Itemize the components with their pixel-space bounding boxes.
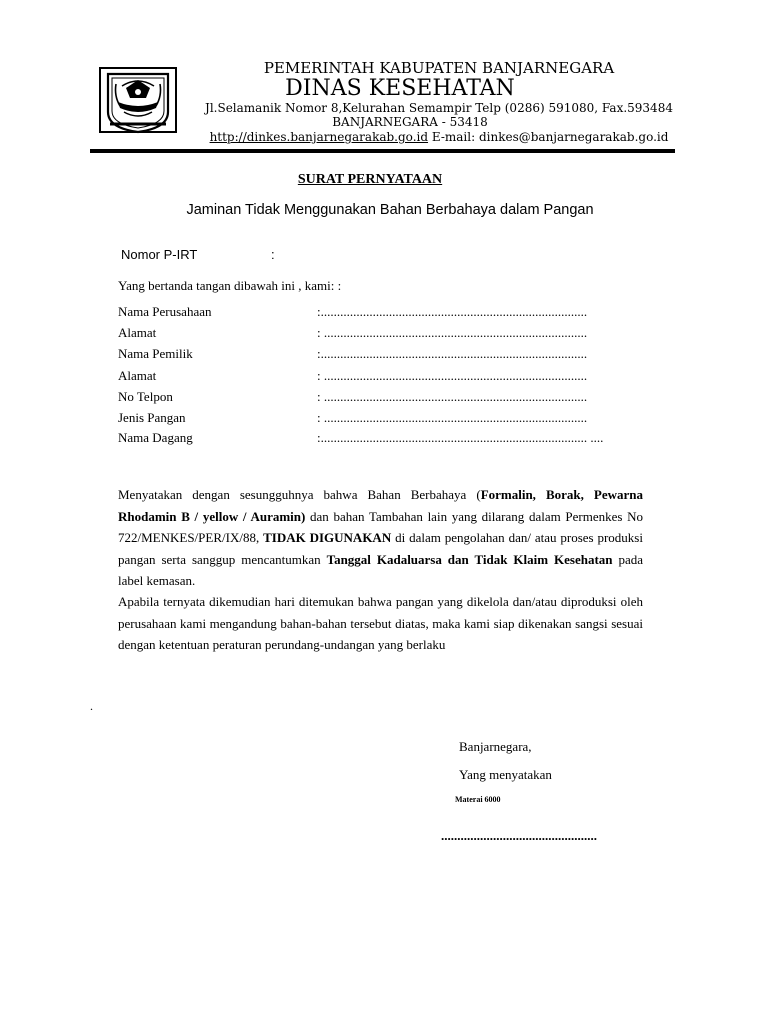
statement-text: pada label kemasan. bbox=[118, 551, 644, 588]
field-value-blank: : ................................................................................. bbox=[317, 389, 588, 404]
document-subtitle: Jaminan Tidak Menggunakan Bahan Berbahaya dalam Pangan bbox=[186, 202, 594, 218]
field-no-telpon bbox=[118, 389, 678, 409]
field-value-blank: :.................................................................................. bbox=[317, 304, 588, 319]
website-link[interactable]: http://dinkes.banjarnegarakab.go.id bbox=[209, 130, 429, 144]
field-label: Nama Dagang bbox=[118, 430, 193, 445]
agency-city: BANJARNEGARA - 53418 bbox=[332, 115, 488, 129]
agency-contact bbox=[200, 130, 678, 144]
field-nama-perusahaan bbox=[118, 304, 678, 324]
statement-text: di dalam pengolahan dan/ atau proses produksi pangan serta sanggup mencantumkan bbox=[118, 530, 643, 567]
stray-mark: . bbox=[90, 699, 93, 713]
stamp-duty-note: Materai 6000 bbox=[455, 795, 501, 804]
statement-bold: Formalin, Borak, Pewarna Rhodamin B / yellow / Auramin) bbox=[118, 487, 644, 524]
field-value-blank: :.................................................................................. .... bbox=[317, 430, 604, 445]
field-value-blank: : ................................................................................. bbox=[317, 410, 588, 425]
statement-bold: TIDAK DIGUNAKAN bbox=[263, 530, 392, 545]
agency-address: Jl.Selamanik Nomor 8,Kelurahan Semampir Telp (0286) 591080, Fax.593484 bbox=[205, 101, 673, 115]
statement-text: Menyatakan dengan sesungguhnya bahwa Bahan Berbahaya ( bbox=[118, 487, 481, 502]
nomor-pirt-colon: : bbox=[271, 247, 275, 262]
field-alamat-1 bbox=[118, 325, 678, 345]
field-label: Nama Perusahaan bbox=[118, 304, 212, 319]
field-label: Alamat bbox=[118, 368, 157, 383]
signature-role: Yang menyatakan bbox=[459, 767, 552, 782]
statement-bold: Tanggal Kadaluarsa dan Tidak Klaim Kesehatan bbox=[326, 551, 613, 567]
field-value-blank: : ................................................................................. bbox=[317, 368, 588, 383]
statement-paragraph-1 bbox=[118, 484, 643, 592]
field-value-blank: :.................................................................................. bbox=[317, 346, 588, 361]
statement-text: dan bahan Tambahan lain yang dilarang dalam Permenkes No 722/MENKES/PER/IX/88, bbox=[118, 508, 643, 545]
signature-place: Banjarnegara, bbox=[459, 739, 532, 754]
nomor-pirt-label: Nomor P-IRT bbox=[121, 247, 198, 262]
signature-line: ................................................ bbox=[441, 828, 597, 843]
agency-name: DINAS KESEHATAN bbox=[285, 76, 515, 101]
statement-paragraph-2: Apabila ternyata dikemudian hari ditemukan bahwa pangan yang dikelola dan/atau diproduksi oleh perusahaan kami mengandung bahan-bahan tersebut diatas, maka kami siap dikenakan sangsi sesuai dengan ketentuan peraturan perundang-undangan yang berlaku bbox=[118, 594, 643, 652]
field-label: Jenis Pangan bbox=[118, 410, 186, 425]
field-label: No Telpon bbox=[118, 389, 173, 404]
government-name: PEMERINTAH KABUPATEN BANJARNEGARA bbox=[263, 59, 615, 77]
field-label: Alamat bbox=[118, 325, 157, 340]
letterhead-rule bbox=[90, 149, 675, 153]
regency-coat-of-arms-icon bbox=[96, 62, 180, 138]
field-jenis-pangan bbox=[118, 410, 678, 430]
email-text: E-mail: dinkes@banjarnegarakab.go.id bbox=[428, 130, 669, 144]
intro-text: Yang bertanda tangan dibawah ini , kami: : bbox=[118, 278, 342, 293]
field-alamat-2 bbox=[118, 368, 678, 388]
field-nama-dagang bbox=[118, 430, 678, 450]
letterhead bbox=[0, 0, 768, 160]
field-nama-pemilik bbox=[118, 346, 678, 366]
field-label: Nama Pemilik bbox=[118, 346, 193, 361]
document-title: SURAT PERNYATAAN bbox=[297, 172, 443, 187]
field-value-blank: : ................................................................................. bbox=[317, 325, 588, 340]
